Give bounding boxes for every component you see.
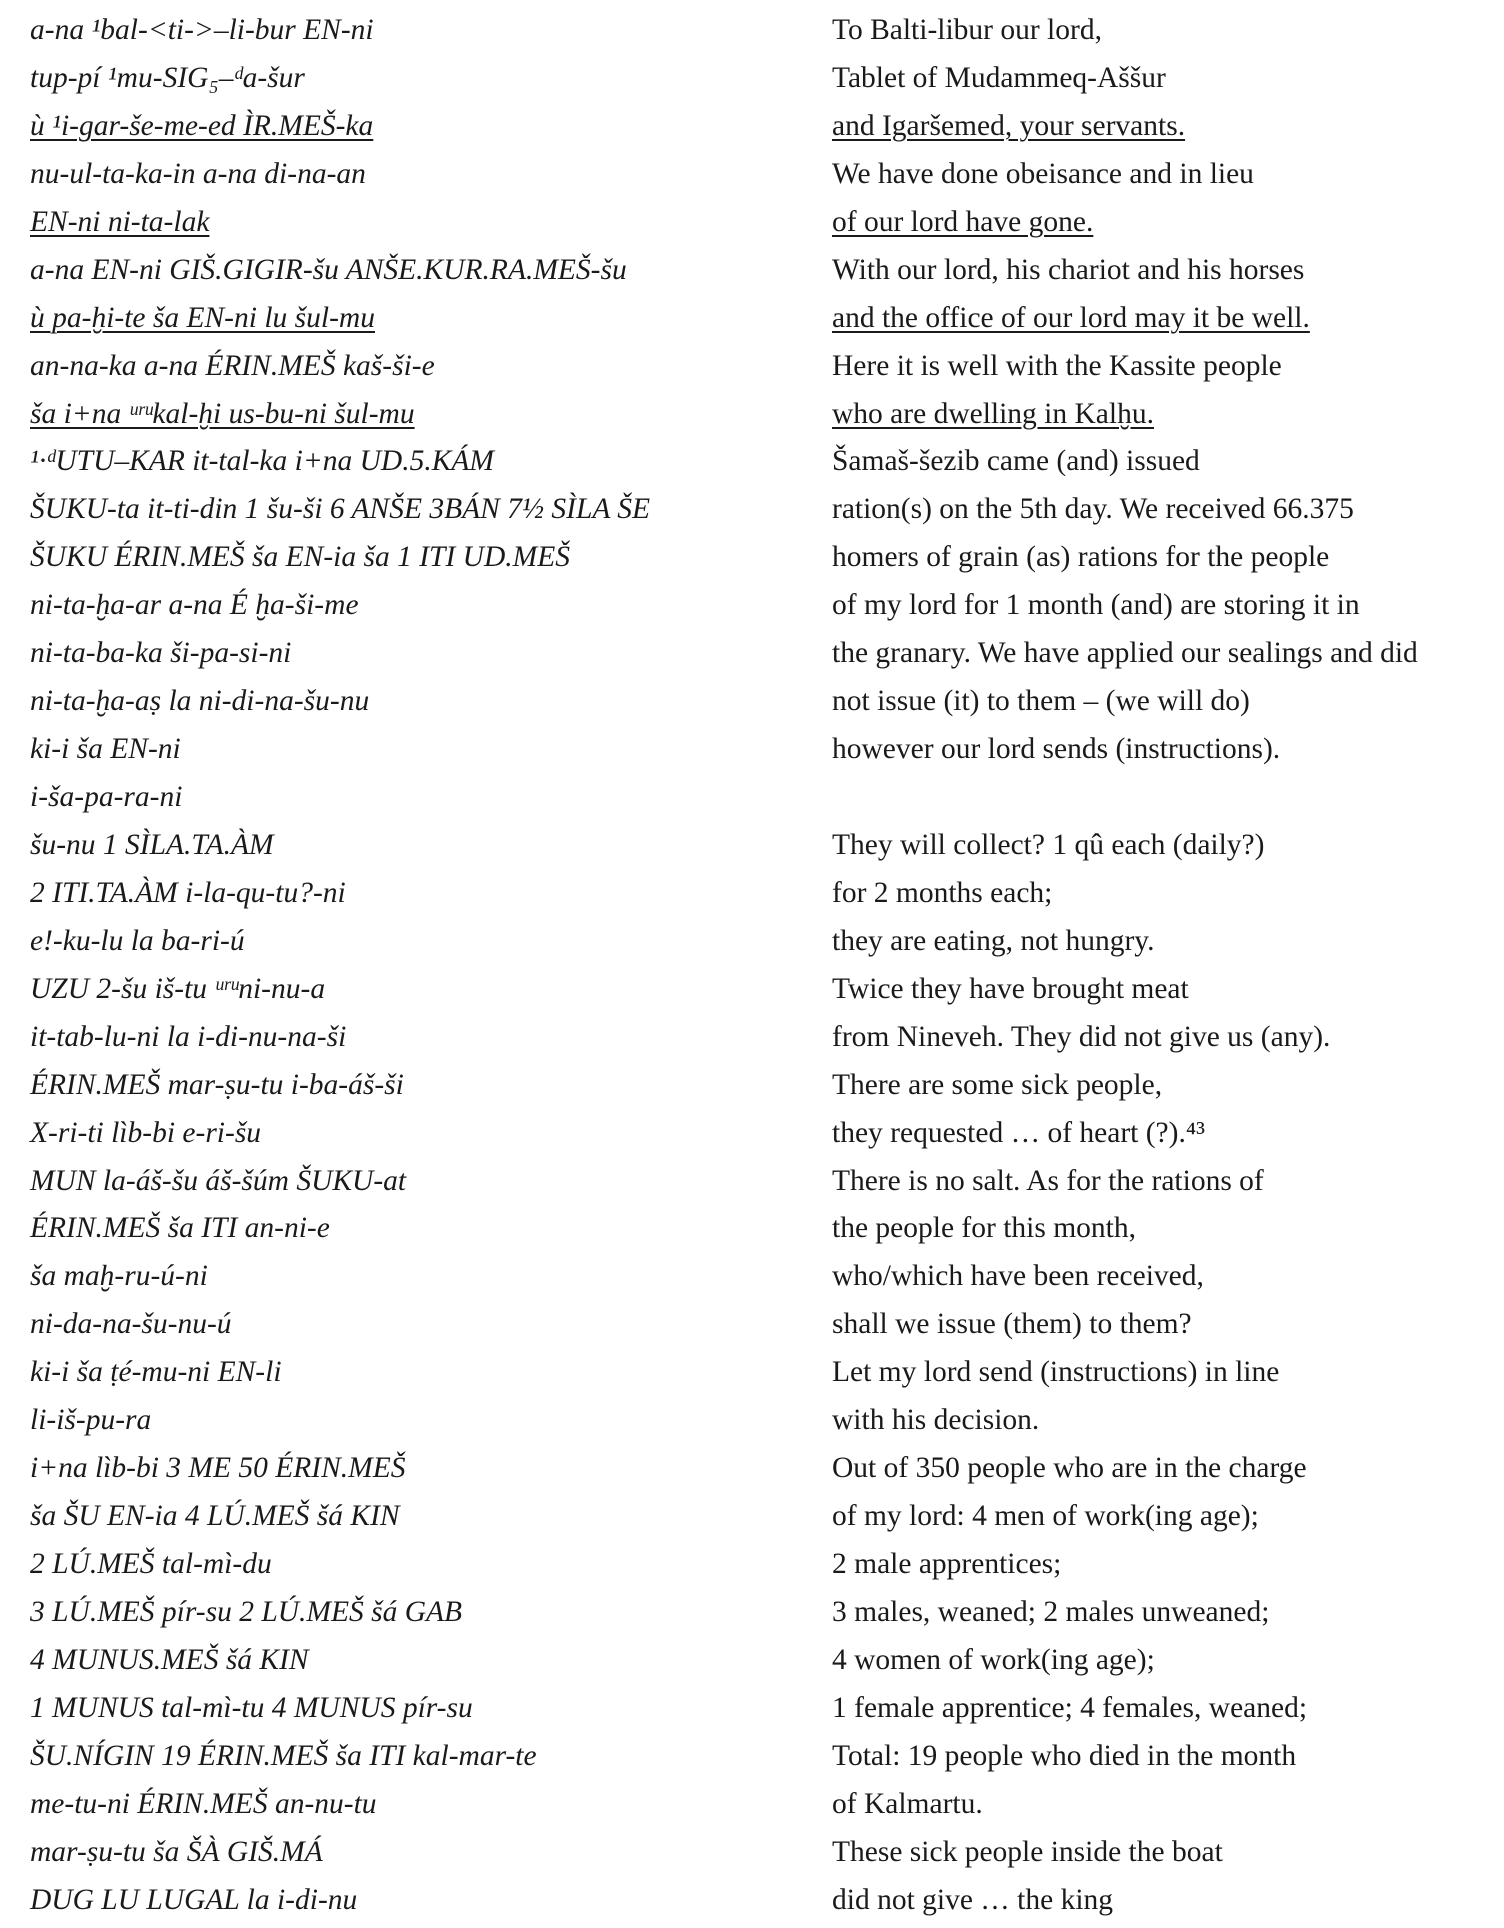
transliteration-line <box>30 486 810 534</box>
translation-line-text: the granary. We have applied our sealings and did <box>832 637 1418 670</box>
translation-line-text: they are eating, not hungry. <box>832 924 1155 957</box>
translation-column <box>832 7 1504 1925</box>
translation-line-text: of Kalmartu. <box>832 1787 983 1820</box>
transliteration-line <box>30 1205 810 1253</box>
transliteration-line <box>30 870 810 918</box>
translation-line-text: the people for this month, <box>832 1212 1136 1245</box>
transliteration-line <box>30 1158 810 1206</box>
translation-line <box>832 726 1504 774</box>
translation-line-text: with his decision. <box>832 1404 1040 1437</box>
transliteration-line-text: 2 ITI.TA.ÀM i-la-qu-tu?-ni <box>30 876 346 909</box>
translation-line <box>832 1110 1504 1158</box>
transliteration-line <box>30 1685 810 1733</box>
translation-line-text: 3 males, weaned; 2 males unweaned; <box>832 1595 1270 1628</box>
transliteration-line <box>30 774 810 822</box>
transliteration-line-text: mar-ṣu-tu ša ŠÀ GIŠ.MÁ <box>30 1835 323 1868</box>
transliteration-line <box>30 7 810 55</box>
transliteration-line-text: ù pa-ḫi-te ša EN-ni lu šul-mu <box>30 301 375 334</box>
transliteration-line <box>30 103 810 151</box>
transliteration-line-text: i+na lìb-bi 3 ME 50 ÉRIN.MEŠ <box>30 1452 406 1485</box>
translation-line <box>832 1014 1504 1062</box>
transliteration-line <box>30 1877 810 1925</box>
translation-line <box>832 1493 1504 1541</box>
transliteration-line-text: ša i+na ᵘʳᵘkal-ḫi us-bu-ni šul-mu <box>30 397 415 430</box>
translation-line-text: not issue (it) to them – (we will do) <box>832 685 1250 718</box>
transliteration-line-text: ni-ta-ba-ka ši-pa-si-ni <box>30 637 292 670</box>
translation-line-text: who/which have been received, <box>832 1260 1204 1293</box>
transliteration-line-text: ni-ta-ḫa-aṣ la ni-di-na-šu-nu <box>30 685 370 718</box>
transliteration-line <box>30 534 810 582</box>
translation-line-text: did not give … the king <box>832 1883 1114 1916</box>
transliteration-line <box>30 726 810 774</box>
translation-line-text: of our lord have gone. <box>832 205 1094 238</box>
transliteration-line-text: ÉRIN.MEŠ mar-ṣu-tu i-ba-áš-ši <box>30 1068 404 1101</box>
translation-line <box>832 1349 1504 1397</box>
translation-line-text: who are dwelling in Kalḫu. <box>832 397 1154 430</box>
translation-line-text: they requested … of heart (?).⁴³ <box>832 1116 1205 1149</box>
transliteration-line <box>30 1110 810 1158</box>
transliteration-line-text: UZU 2-šu iš-tu ᵘʳᵘni-nu-a <box>30 972 326 1005</box>
translation-line-text: of my lord: 4 men of work(ing age); <box>832 1500 1259 1533</box>
translation-line <box>832 1829 1504 1877</box>
transliteration-line-text: ŠU.NÍGIN 19 ÉRIN.MEŠ ša ITI kal-mar-te <box>30 1739 537 1772</box>
translation-line <box>832 151 1504 199</box>
transliteration-line <box>30 1829 810 1877</box>
transliteration-line <box>30 630 810 678</box>
transliteration-line-text: 1 MUNUS tal-mì-tu 4 MUNUS pír-su <box>30 1691 473 1724</box>
transliteration-line-text: a-na ¹bal-<ti->–li-bur EN-ni <box>30 14 374 46</box>
transliteration-line-text: 2 LÚ.MEŠ tal-mì-du <box>30 1548 272 1580</box>
translation-line <box>832 1205 1504 1253</box>
translation-line <box>832 678 1504 726</box>
translation-line-text: homers of grain (as) rations for the people <box>832 541 1330 574</box>
translation-line-text: There are some sick people, <box>832 1068 1163 1101</box>
transliteration-line <box>30 1397 810 1445</box>
translation-line-text: from Nineveh. They did not give us (any). <box>832 1020 1331 1053</box>
translation-line <box>832 1733 1504 1781</box>
transliteration-line <box>30 1733 810 1781</box>
translation-line-text: for 2 months each; <box>832 876 1053 909</box>
transliteration-line <box>30 1253 810 1301</box>
transliteration-line-text: MUN la-áš-šu áš-šúm ŠUKU-at <box>30 1164 407 1197</box>
transliteration-line <box>30 343 810 391</box>
transliteration-line-text: ŠUKU-ta it-ti-din 1 šu-ši 6 ANŠE 3BÁN 7½ SÌLA ŠE <box>30 493 651 526</box>
translation-line <box>832 7 1504 55</box>
transliteration-line <box>30 151 810 199</box>
transliteration-line-text: ni-da-na-šu-nu-ú <box>30 1308 232 1341</box>
translation-line <box>832 438 1504 486</box>
translation-line <box>832 1685 1504 1733</box>
translation-line <box>832 1877 1504 1925</box>
translation-line <box>832 391 1504 439</box>
transliteration-line-text: ù ¹i-gar-še-me-ed ÌR.MEŠ-ka <box>30 109 374 142</box>
transliteration-line-text: ki-i ša EN-ni <box>30 733 181 766</box>
transliteration-line-text: ÉRIN.MEŠ ša ITI an-ni-e <box>30 1212 330 1245</box>
translation-line <box>832 55 1504 103</box>
translation-line <box>832 199 1504 247</box>
transliteration-line-text: e!-ku-lu la ba-ri-ú <box>30 924 245 957</box>
transliteration-line-text: nu-ul-ta-ka-in a-na di-na-an <box>30 157 366 190</box>
translation-line <box>832 1781 1504 1829</box>
transliteration-line <box>30 1493 810 1541</box>
translation-line <box>832 1397 1504 1445</box>
transliteration-line <box>30 822 810 870</box>
transliteration-line <box>30 918 810 966</box>
transliteration-line <box>30 1637 810 1685</box>
transliteration-line <box>30 1014 810 1062</box>
transliteration-line-text: a-na EN-ni GIŠ.GIGIR-šu ANŠE.KUR.RA.MEŠ-šu <box>30 253 627 286</box>
transliteration-line-text: li-iš-pu-ra <box>30 1404 152 1437</box>
transliteration-line-text: DUG LU LUGAL la i-di-nu <box>30 1883 358 1916</box>
transliteration-line <box>30 55 810 103</box>
translation-line <box>832 1637 1504 1685</box>
translation-line-text: shall we issue (them) to them? <box>832 1308 1192 1341</box>
transliteration-line <box>30 1541 810 1589</box>
transliteration-line-text: ša ŠU EN-ia 4 LÚ.MEŠ šá KIN <box>30 1500 400 1533</box>
translation-line-text: 2 male apprentices; <box>832 1548 1062 1580</box>
transliteration-line <box>30 582 810 630</box>
translation-line-text: however our lord sends (instructions). <box>832 733 1281 766</box>
translation-line <box>832 822 1504 870</box>
translation-line-text: Here it is well with the Kassite people <box>832 349 1282 382</box>
translation-line-text: Tablet of Mudammeq-Aššur <box>832 61 1166 94</box>
translation-line-text: of my lord for 1 month (and) are storing it in <box>832 589 1360 622</box>
transliteration-line-text: 3 LÚ.MEŠ pír-su 2 LÚ.MEŠ šá GAB <box>30 1595 463 1628</box>
transliteration-line <box>30 295 810 343</box>
transliteration-line <box>30 391 810 439</box>
translation-line <box>832 534 1504 582</box>
translation-line <box>832 343 1504 391</box>
transliteration-line-text: EN-ni ni-ta-lak <box>30 205 210 238</box>
translation-line <box>832 630 1504 678</box>
translation-line <box>832 295 1504 343</box>
translation-line <box>832 1445 1504 1493</box>
translation-line-text: They will collect? 1 qû each (daily?) <box>832 828 1265 861</box>
translation-line-text: There is no salt. As for the rations of <box>832 1164 1264 1197</box>
transliteration-line <box>30 1589 810 1637</box>
translation-line-text: and the office of our lord may it be well. <box>832 301 1310 334</box>
translation-line <box>832 1301 1504 1349</box>
transliteration-line <box>30 438 810 486</box>
translation-line <box>832 1158 1504 1206</box>
transliteration-line-text: ¹·ᵈUTU–KAR it-tal-ka i+na UD.5.KÁM <box>30 445 494 478</box>
translation-line <box>832 486 1504 534</box>
transliteration-line <box>30 247 810 295</box>
translation-line-text: Twice they have brought meat <box>832 972 1189 1005</box>
transliteration-line <box>30 1445 810 1493</box>
transliteration-line-text: 4 MUNUS.MEŠ šá KIN <box>30 1643 309 1676</box>
translation-line-text: Total: 19 people who died in the month <box>832 1739 1297 1772</box>
transliteration-line <box>30 966 810 1014</box>
translation-line-text: and Igaršemed, your servants. <box>832 109 1186 142</box>
translation-line <box>832 918 1504 966</box>
translation-line-text: We have done obeisance and in lieu <box>832 157 1254 190</box>
translation-line <box>832 582 1504 630</box>
transliteration-line-text: i-ša-pa-ra-ni <box>30 781 183 813</box>
translation-line-text: 1 female apprentice; 4 females, weaned; <box>832 1691 1308 1724</box>
transliteration-line <box>30 1349 810 1397</box>
translation-line-text: These sick people inside the boat <box>832 1835 1223 1868</box>
translation-line-text: Šamaš-šezib came (and) issued <box>832 445 1200 478</box>
translation-line <box>832 774 1504 822</box>
transliteration-column <box>30 7 810 1925</box>
transliteration-line-text: šu-nu 1 SÌLA.TA.ÀM <box>30 828 274 861</box>
transliteration-line-text: me-tu-ni ÉRIN.MEŠ an-nu-tu <box>30 1787 377 1820</box>
transliteration-line-text: tup-pí ¹mu-SIG₅–ᵈa-šur <box>30 61 305 94</box>
transliteration-line <box>30 1062 810 1110</box>
transliteration-line-text: X-ri-ti lìb-bi e-ri-šu <box>30 1116 262 1149</box>
transliteration-line-text: ŠUKU ÉRIN.MEŠ ša EN-ia ša 1 ITI UD.MEŠ <box>30 541 570 574</box>
transliteration-line <box>30 678 810 726</box>
translation-line-text: To Balti-libur our lord, <box>832 14 1102 46</box>
transliteration-line-text: it-tab-lu-ni la i-di-nu-na-ši <box>30 1020 347 1053</box>
transliteration-line <box>30 1301 810 1349</box>
transliteration-line-text: an-na-ka a-na ÉRIN.MEŠ kaš-ši-e <box>30 349 435 382</box>
translation-line <box>832 103 1504 151</box>
transliteration-line <box>30 1781 810 1829</box>
transliteration-line <box>30 199 810 247</box>
translation-line <box>832 1589 1504 1637</box>
translation-line-text: With our lord, his chariot and his horses <box>832 253 1305 286</box>
translation-line-text: ration(s) on the 5th day. We received 66.375 <box>832 493 1354 526</box>
translation-line <box>832 1253 1504 1301</box>
translation-line <box>832 870 1504 918</box>
translation-line <box>832 247 1504 295</box>
translation-line-text: Let my lord send (instructions) in line <box>832 1356 1280 1389</box>
translation-line <box>832 1541 1504 1589</box>
transliteration-line-text: ša maḫ-ru-ú-ni <box>30 1260 208 1293</box>
translation-line <box>832 1062 1504 1110</box>
translation-line-text: Out of 350 people who are in the charge <box>832 1452 1307 1485</box>
transliteration-line-text: ki-i ša ṭé-mu-ni EN-li <box>30 1356 282 1389</box>
transliteration-line-text: ni-ta-ḫa-ar a-na É ḫa-ši-me <box>30 589 359 622</box>
translation-line <box>832 966 1504 1014</box>
translation-line-text: 4 women of work(ing age); <box>832 1643 1155 1676</box>
